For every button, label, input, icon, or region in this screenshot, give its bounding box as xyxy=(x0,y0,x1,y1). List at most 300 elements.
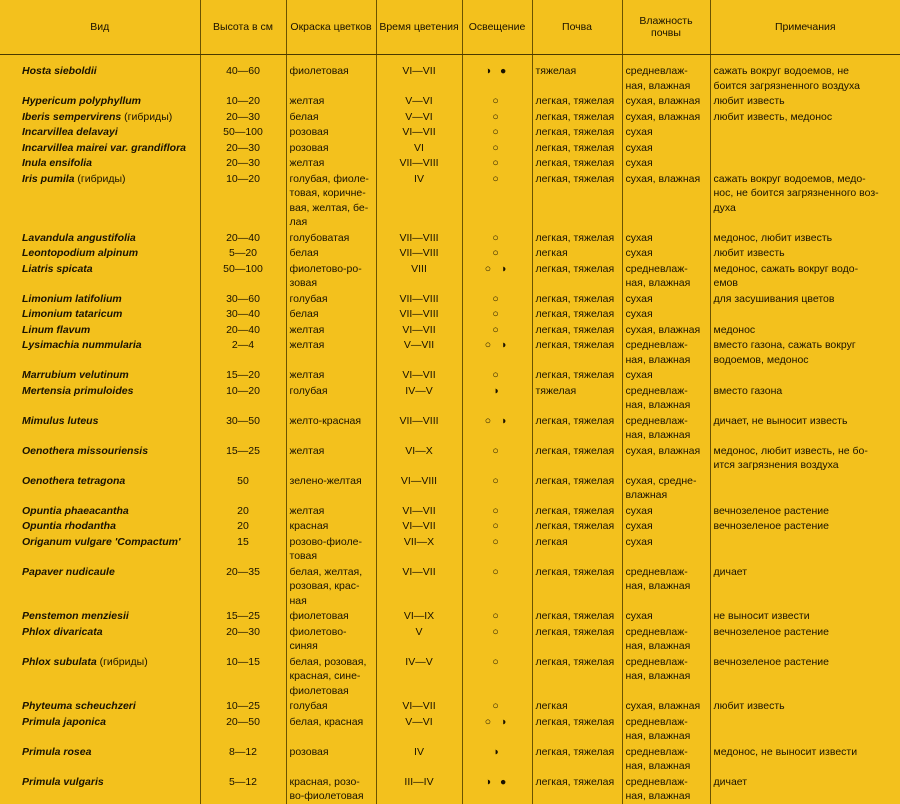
light-icon: ◑ ● xyxy=(484,65,510,77)
cell-text: красная xyxy=(289,520,329,532)
cell-light xyxy=(462,413,532,443)
cell-text: легкая, тяжелая xyxy=(535,369,615,381)
species-name: Origanum vulgare 'Compactum' xyxy=(22,535,181,548)
cell-text: медонос, любит известь xyxy=(713,231,833,244)
light-icon: ○ xyxy=(492,110,502,123)
cell-text: легкая, тяжелая xyxy=(535,775,615,788)
cell-text: легкая, тяжелая xyxy=(535,110,615,123)
cell-name xyxy=(0,93,200,109)
cell-color xyxy=(286,383,376,413)
cell-name xyxy=(0,698,200,714)
cell-color xyxy=(286,608,376,624)
cell-notes xyxy=(710,624,900,654)
cell-text: 20—30 xyxy=(226,157,260,169)
cell-season xyxy=(376,443,462,473)
cell-text: VI xyxy=(414,141,424,154)
cell-notes xyxy=(710,654,900,699)
table-row xyxy=(0,413,900,443)
cell-text: 30—50 xyxy=(226,414,260,427)
cell-notes xyxy=(710,109,900,125)
cell-moisture xyxy=(622,140,710,156)
cell-light xyxy=(462,322,532,338)
cell-height xyxy=(200,413,286,443)
cell-text: для засушивания цветов xyxy=(713,292,835,305)
species-name: Penstemon menziesii xyxy=(22,610,129,622)
table-row xyxy=(0,291,900,307)
cell-text: VI—VII xyxy=(402,323,436,336)
cell-text: голубоватая xyxy=(289,231,350,244)
cell-text: 20—35 xyxy=(226,565,260,578)
cell-height xyxy=(200,230,286,246)
cell-color xyxy=(286,518,376,534)
cell-text: 15—20 xyxy=(226,369,260,381)
cell-text: легкая, тяжелая xyxy=(535,565,615,578)
cell-text: VI—IX xyxy=(403,610,435,622)
species-name: Primula japonica xyxy=(22,715,107,728)
cell-text: розово-фиоле- товая xyxy=(289,535,362,562)
cell-height xyxy=(200,608,286,624)
cell-text: желтая xyxy=(289,95,325,107)
light-icon: ○ xyxy=(492,610,502,622)
cell-light xyxy=(462,698,532,714)
cell-notes xyxy=(710,534,900,564)
cell-text: VII—VIII xyxy=(399,231,439,244)
cell-light xyxy=(462,654,532,699)
cell-text: легкая, тяжелая xyxy=(535,172,615,185)
cell-season xyxy=(376,774,462,804)
light-icon: ○ xyxy=(492,504,502,517)
cell-text: VIII xyxy=(411,262,427,275)
cell-text: сухая, влажная xyxy=(625,444,701,457)
cell-text: средневлаж- ная, влажная xyxy=(625,745,691,772)
light-icon: ○ xyxy=(492,474,502,487)
cell-season xyxy=(376,171,462,230)
species-name: Leontopodium alpinum xyxy=(22,247,139,259)
cell-soil xyxy=(532,473,622,503)
cell-season xyxy=(376,503,462,519)
table-row xyxy=(0,654,900,699)
cell-text: розовая xyxy=(289,745,329,758)
cell-name xyxy=(0,473,200,503)
cell-text: сухая xyxy=(625,126,653,138)
cell-soil xyxy=(532,171,622,230)
cell-color xyxy=(286,291,376,307)
cell-text: 10—20 xyxy=(226,95,260,107)
cell-text: 10—25 xyxy=(226,700,260,712)
cell-text: средневлаж- ная, влажная xyxy=(625,262,691,289)
cell-notes xyxy=(710,155,900,171)
cell-text: сажать вокруг водоемов, не боится загрязненного воздуха xyxy=(713,65,861,92)
cell-text: сухая, влажная xyxy=(625,323,701,336)
cell-notes xyxy=(710,337,900,367)
cell-text: легкая, тяжелая xyxy=(535,504,615,517)
cell-color xyxy=(286,714,376,744)
cell-text: легкая, тяжелая xyxy=(535,745,615,758)
cell-soil xyxy=(532,291,622,307)
cell-moisture xyxy=(622,534,710,564)
cell-light xyxy=(462,744,532,774)
cell-moisture xyxy=(622,291,710,307)
cell-text: дичает xyxy=(713,565,748,578)
cell-notes xyxy=(710,230,900,246)
species-suffix: (гибриды) xyxy=(96,655,148,668)
species-name: Opuntia phaeacantha xyxy=(22,504,129,517)
cell-text: легкая, тяжелая xyxy=(535,520,615,532)
light-icon: ○ ◑ xyxy=(484,715,510,728)
cell-soil xyxy=(532,109,622,125)
cell-light xyxy=(462,291,532,307)
cell-moisture xyxy=(622,608,710,624)
cell-notes xyxy=(710,774,900,804)
table-row xyxy=(0,473,900,503)
cell-text: белая, розовая, красная, сине- фиолетовая xyxy=(289,655,367,697)
cell-text: V xyxy=(415,625,423,638)
species-name: Oenothera tetragona xyxy=(22,474,126,487)
cell-soil xyxy=(532,245,622,261)
cell-name xyxy=(0,337,200,367)
table-row xyxy=(0,564,900,609)
cell-text: V—VI xyxy=(405,715,433,728)
table-row xyxy=(0,93,900,109)
cell-name xyxy=(0,503,200,519)
cell-soil xyxy=(532,774,622,804)
cell-season xyxy=(376,698,462,714)
cell-text: легкая, тяжелая xyxy=(535,231,615,244)
species-suffix: (гибриды) xyxy=(121,110,173,123)
cell-season xyxy=(376,608,462,624)
cell-name xyxy=(0,155,200,171)
table-row xyxy=(0,245,900,261)
cell-text: легкая, тяжелая xyxy=(535,715,615,728)
cell-soil xyxy=(532,155,622,171)
cell-light xyxy=(462,473,532,503)
cell-text: средневлаж- ная, влажная xyxy=(625,65,691,92)
cell-light xyxy=(462,171,532,230)
light-icon: ○ xyxy=(492,369,502,381)
cell-height xyxy=(200,245,286,261)
cell-text: тяжелая xyxy=(535,384,577,397)
cell-moisture xyxy=(622,55,710,94)
cell-text: желтая xyxy=(289,504,325,517)
header-notes: Примечания xyxy=(710,0,900,55)
cell-text: сухая xyxy=(625,610,653,622)
cell-light xyxy=(462,608,532,624)
cell-moisture xyxy=(622,624,710,654)
cell-text: любит известь, медонос xyxy=(713,110,833,123)
cell-moisture xyxy=(622,564,710,609)
cell-soil xyxy=(532,140,622,156)
cell-text: 8—12 xyxy=(228,745,258,758)
species-name: Limonium tataricum xyxy=(22,308,123,320)
cell-soil xyxy=(532,608,622,624)
cell-text: белая xyxy=(289,247,319,259)
cell-text: сухая, влажная xyxy=(625,172,701,185)
light-icon: ○ ◑ xyxy=(484,262,510,275)
cell-soil xyxy=(532,230,622,246)
species-name: Liatris spicata xyxy=(22,262,93,275)
cell-color xyxy=(286,503,376,519)
cell-text: желтая xyxy=(289,444,325,457)
cell-moisture xyxy=(622,171,710,230)
cell-light xyxy=(462,774,532,804)
cell-text: любит известь xyxy=(713,247,785,259)
cell-text: средневлаж- ная, влажная xyxy=(625,775,691,802)
cell-season xyxy=(376,306,462,322)
cell-season xyxy=(376,564,462,609)
cell-name xyxy=(0,518,200,534)
cell-text: красная, розо- во-фиолетовая xyxy=(289,775,364,802)
cell-text: белая, красная xyxy=(289,715,364,728)
cell-season xyxy=(376,654,462,699)
cell-notes xyxy=(710,383,900,413)
cell-name xyxy=(0,261,200,291)
cell-text: медонос, не выносит извести xyxy=(713,745,858,758)
cell-height xyxy=(200,291,286,307)
cell-name xyxy=(0,608,200,624)
cell-text: легкая, тяжелая xyxy=(535,339,615,351)
cell-season xyxy=(376,140,462,156)
cell-color xyxy=(286,443,376,473)
table-row xyxy=(0,774,900,804)
cell-text: зелено-желтая xyxy=(289,474,362,487)
species-name: Incarvillea mairei var. grandiflora xyxy=(22,141,186,154)
cell-color xyxy=(286,140,376,156)
cell-light xyxy=(462,306,532,322)
cell-text: 20—30 xyxy=(226,141,260,154)
cell-text: 20 xyxy=(237,520,249,532)
species-name: Linum flavum xyxy=(22,323,91,336)
cell-height xyxy=(200,261,286,291)
cell-name xyxy=(0,367,200,383)
cell-name xyxy=(0,714,200,744)
cell-moisture xyxy=(622,413,710,443)
cell-text: голубая xyxy=(289,384,328,397)
cell-name xyxy=(0,624,200,654)
light-icon: ○ ◑ xyxy=(484,414,510,427)
species-name: Marrubium velutinum xyxy=(22,369,129,381)
cell-name xyxy=(0,322,200,338)
species-name: Hosta sieboldii xyxy=(22,65,97,77)
cell-season xyxy=(376,624,462,654)
species-name: Opuntia rhodantha xyxy=(22,520,116,532)
cell-text: сухая xyxy=(625,504,653,517)
cell-moisture xyxy=(622,383,710,413)
cell-text: легкая, тяжелая xyxy=(535,95,615,107)
cell-height xyxy=(200,124,286,140)
cell-text: желтая xyxy=(289,323,325,336)
cell-text: 20 xyxy=(237,504,249,517)
cell-soil xyxy=(532,564,622,609)
cell-moisture xyxy=(622,654,710,699)
light-icon: ○ xyxy=(492,126,502,138)
cell-text: VI—VIII xyxy=(400,474,438,487)
cell-text: 5—12 xyxy=(228,775,258,788)
cell-color xyxy=(286,230,376,246)
cell-light xyxy=(462,443,532,473)
cell-text: 15—25 xyxy=(226,610,260,622)
cell-text: средневлаж- ная, влажная xyxy=(625,414,691,441)
cell-soil xyxy=(532,367,622,383)
cell-text: V—VI xyxy=(405,110,433,123)
light-icon: ◑ xyxy=(492,745,502,758)
cell-color xyxy=(286,155,376,171)
cell-soil xyxy=(532,322,622,338)
species-name: Phlox subulata xyxy=(22,655,97,668)
cell-name xyxy=(0,774,200,804)
cell-color xyxy=(286,124,376,140)
cell-color xyxy=(286,322,376,338)
species-suffix: (гибриды) xyxy=(74,172,126,185)
cell-height xyxy=(200,383,286,413)
cell-soil xyxy=(532,534,622,564)
cell-text: легкая, тяжелая xyxy=(535,610,615,622)
cell-moisture xyxy=(622,306,710,322)
cell-color xyxy=(286,367,376,383)
cell-text: сухая xyxy=(625,231,653,244)
cell-text: VII—VIII xyxy=(399,292,439,305)
light-icon: ○ xyxy=(492,520,502,532)
cell-text: 15—25 xyxy=(226,444,260,457)
cell-season xyxy=(376,245,462,261)
table-row xyxy=(0,518,900,534)
cell-season xyxy=(376,367,462,383)
cell-light xyxy=(462,55,532,94)
species-name: Primula rosea xyxy=(22,745,92,758)
cell-text: белая xyxy=(289,308,319,320)
cell-light xyxy=(462,383,532,413)
cell-text: 20—30 xyxy=(226,110,260,123)
cell-text: желто-красная xyxy=(289,414,362,427)
light-icon: ○ xyxy=(492,535,502,548)
cell-name xyxy=(0,55,200,94)
table-row xyxy=(0,624,900,654)
cell-text: 30—60 xyxy=(226,292,260,305)
table-row xyxy=(0,337,900,367)
cell-text: медонос, сажать вокруг водо- емов xyxy=(713,262,859,289)
cell-notes xyxy=(710,698,900,714)
cell-moisture xyxy=(622,93,710,109)
cell-text: желтая xyxy=(289,339,325,351)
cell-notes xyxy=(710,171,900,230)
cell-light xyxy=(462,230,532,246)
cell-text: легкая, тяжелая xyxy=(535,414,615,427)
cell-height xyxy=(200,534,286,564)
cell-text: 10—20 xyxy=(226,384,260,397)
cell-text: фиолетово-ро- зовая xyxy=(289,262,362,289)
cell-soil xyxy=(532,93,622,109)
table-row xyxy=(0,503,900,519)
cell-text: голубая xyxy=(289,700,328,712)
cell-moisture xyxy=(622,337,710,367)
light-icon: ○ xyxy=(492,292,502,305)
cell-text: сухая, влажная xyxy=(625,110,701,123)
cell-text: средневлаж- ная, влажная xyxy=(625,565,691,592)
light-icon: ○ xyxy=(492,231,502,244)
cell-moisture xyxy=(622,518,710,534)
cell-text: VI—VII xyxy=(402,126,436,138)
cell-text: фиолетовая xyxy=(289,65,349,77)
cell-season xyxy=(376,383,462,413)
cell-notes xyxy=(710,55,900,94)
species-name: Limonium latifolium xyxy=(22,292,122,305)
species-name: Incarvillea delavayi xyxy=(22,126,118,138)
cell-notes xyxy=(710,473,900,503)
cell-name xyxy=(0,564,200,609)
cell-text: легкая, тяжелая xyxy=(535,444,615,457)
cell-color xyxy=(286,624,376,654)
cell-season xyxy=(376,413,462,443)
cell-moisture xyxy=(622,698,710,714)
header-soil: Почва xyxy=(532,0,622,55)
cell-text: средневлаж- ная, влажная xyxy=(625,384,691,411)
cell-height xyxy=(200,140,286,156)
light-icon: ○ xyxy=(492,157,502,169)
cell-name xyxy=(0,171,200,230)
cell-name xyxy=(0,654,200,699)
cell-text: средневлаж- ная, влажная xyxy=(625,715,691,742)
cell-text: VII—VIII xyxy=(399,308,439,320)
cell-height xyxy=(200,624,286,654)
cell-season xyxy=(376,261,462,291)
cell-text: 20—50 xyxy=(226,715,260,728)
cell-text: VII—VIII xyxy=(399,414,439,427)
species-name: Phyteuma scheuchzeri xyxy=(22,700,136,712)
light-icon: ○ xyxy=(492,247,502,259)
table-row xyxy=(0,714,900,744)
species-name: Phlox divaricata xyxy=(22,625,103,638)
cell-text: сухая xyxy=(625,369,653,381)
cell-season xyxy=(376,109,462,125)
cell-text: VII—VIII xyxy=(399,157,439,169)
cell-text: вечнозеленое растение xyxy=(713,655,829,668)
cell-light xyxy=(462,534,532,564)
cell-text: сухая xyxy=(625,157,653,169)
light-icon: ◑ xyxy=(492,384,502,397)
cell-text: легкая, тяжелая xyxy=(535,157,615,169)
cell-soil xyxy=(532,337,622,367)
cell-height xyxy=(200,698,286,714)
header-name: Вид xyxy=(0,0,200,55)
table-row xyxy=(0,443,900,473)
cell-height xyxy=(200,367,286,383)
cell-season xyxy=(376,93,462,109)
cell-light xyxy=(462,518,532,534)
cell-notes xyxy=(710,413,900,443)
cell-text: VI—VII xyxy=(402,520,436,532)
cell-soil xyxy=(532,744,622,774)
cell-moisture xyxy=(622,245,710,261)
cell-text: сухая xyxy=(625,520,653,532)
cell-text: средневлаж- ная, влажная xyxy=(625,655,691,682)
cell-text: 10—15 xyxy=(226,655,260,668)
cell-text: VI—X xyxy=(405,444,433,457)
light-icon: ○ xyxy=(492,323,502,336)
cell-height xyxy=(200,109,286,125)
cell-light xyxy=(462,367,532,383)
species-name: Oenothera missouriensis xyxy=(22,444,149,457)
cell-light xyxy=(462,155,532,171)
header-light: Освещение xyxy=(462,0,532,55)
cell-text: легкая xyxy=(535,247,568,259)
cell-soil xyxy=(532,654,622,699)
cell-text: вечнозеленое растение xyxy=(713,504,829,517)
cell-color xyxy=(286,654,376,699)
cell-notes xyxy=(710,322,900,338)
cell-name xyxy=(0,744,200,774)
cell-color xyxy=(286,109,376,125)
cell-text: любит известь xyxy=(713,95,785,107)
cell-notes xyxy=(710,124,900,140)
